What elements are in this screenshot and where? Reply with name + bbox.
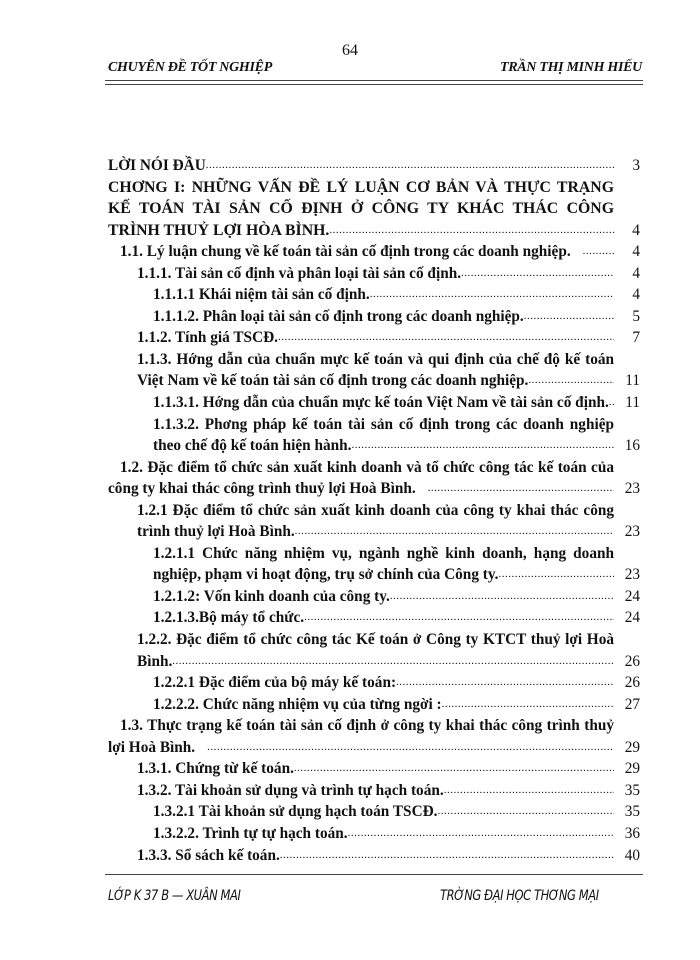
toc-entry-title: 1.2.2.1 Đặc điểm của bộ máy kế toán: .....: [153, 674, 396, 691]
toc-entry-page: 5: [614, 306, 640, 328]
toc-entry[interactable]: [137, 758, 640, 780]
toc-entry[interactable]: [137, 500, 640, 543]
footer-left: LỚP K 37 B — XUÂN MAI: [108, 888, 241, 904]
toc-entry-page: 3: [614, 155, 640, 177]
toc-entry[interactable]: [153, 586, 640, 608]
toc-entry-title: 1.2.1.1 Chức năng nhiệm vụ, ngành nghề kinh doanh, hạng doanh nghiệp, phạm vi hoạt động, trụ sở chính của Công ty. .....: [153, 545, 614, 584]
toc-entry-page: 29: [614, 758, 640, 780]
footer-rule: [105, 874, 643, 875]
toc-entry-page: 16: [614, 435, 640, 457]
toc-entry-page: 35: [614, 801, 640, 823]
toc-entry-title: 1.2.1 Đặc điểm tổ chức sản xuất kinh doanh của công ty khai thác công trình thuỷ lợi Hoà Bình. .....: [137, 502, 614, 541]
toc-entry-page: 23: [614, 564, 640, 586]
toc-entry-title: CHƠNG I: NHỮNG VẤN ĐỀ LÝ LUẬN CƠ BẢN VÀ THỰC TRẠNG KẾ TOÁN TÀI SẢN CỐ ĐỊNH Ở CÔNG TY KHÁC THÁC CÔNG TRÌNH THUỶ LỢI HÒA BÌNH. .....: [108, 179, 614, 239]
toc-entry[interactable]: [153, 694, 640, 716]
toc-entry-page: 11: [614, 392, 640, 414]
toc-entry[interactable]: [137, 349, 640, 392]
toc-entry[interactable]: [108, 457, 640, 500]
toc-entry[interactable]: [153, 284, 640, 306]
toc-entry-page: 36: [614, 823, 640, 845]
toc-entry-page: 4: [614, 284, 640, 306]
toc-entry-title: 1.1.2. Tính giá TSCĐ. .....: [137, 329, 278, 346]
toc-entry-page: 24: [614, 607, 640, 629]
toc-entry[interactable]: [153, 306, 640, 328]
toc-entry-page: 29: [614, 737, 640, 759]
toc-entry-title: 1.1.3.2. Phơng pháp kế toán tài sản cố định trong các doanh nghiệp theo chế độ kế toán hiện hành. .....: [153, 416, 614, 455]
toc-entry[interactable]: [108, 177, 640, 242]
toc-entry-page: 4: [614, 241, 640, 263]
toc-entry-title: 1.3.2. Tài khoản sử dụng và trình tự hạch toán. .....: [137, 782, 444, 799]
toc-entry-title: 1.3.3. Sổ sách kế toán. .....: [137, 847, 280, 864]
toc-entry[interactable]: [108, 715, 640, 758]
toc-entry-title: 1.2.1.3.Bộ máy tổ chức. .....: [153, 609, 304, 626]
toc-entry-title: 1.2.2. Đặc điểm tổ chức công tác Kế toán ở Công ty KTCT thuỷ lợi Hoà Bình. .....: [137, 631, 614, 670]
toc-entry[interactable]: [153, 672, 640, 694]
page-number: 64: [342, 42, 358, 59]
table-of-contents: [108, 155, 640, 866]
toc-entry-page: 23: [614, 521, 640, 543]
toc-entry-title: 1.1.1.2. Phân loại tài sản cố định trong các doanh nghiệp. .....: [153, 308, 524, 325]
toc-entry-page: 24: [614, 586, 640, 608]
toc-entry[interactable]: [153, 607, 640, 629]
toc-entry-title: 1.1.3.1. Hớng dẫn của chuẩn mực kế toán Việt Nam về tài sản cố định. .....: [153, 394, 609, 411]
toc-entry-page: 27: [614, 694, 640, 716]
header-left: CHUYÊN ĐỀ TỐT NGHIỆP: [108, 60, 272, 75]
toc-entry-title: 1.2. Đặc điểm tổ chức sản xuất kinh doanh và tổ chức công tác kế toán của công ty khai thác công trình thuỷ lợi Hoà Bình. .....: [108, 459, 614, 498]
toc-entry[interactable]: [153, 801, 640, 823]
toc-entry-title: 1.1. Lý luận chung về kế toán tài sản cố định trong các doanh nghiệp. .....: [120, 243, 571, 260]
toc-entry[interactable]: [137, 845, 640, 867]
toc-entry[interactable]: [137, 263, 640, 285]
toc-entry-title: 1.3.1. Chứng từ kế toán. .....: [137, 760, 294, 777]
toc-entry-page: 7: [614, 327, 640, 349]
toc-entry-title: 1.1.1. Tài sản cố định và phân loại tài sản cố định. .....: [137, 265, 461, 282]
toc-entry-title: LỜI NÓI ĐẦU .....: [108, 157, 206, 174]
toc-entry[interactable]: [153, 823, 640, 845]
toc-entry-page: 26: [614, 672, 640, 694]
toc-entry-title: 1.3.2.1 Tài khoản sử dụng hạch toán TSCĐ. .....: [153, 803, 438, 820]
toc-entry-page: 26: [614, 651, 640, 673]
toc-entry-page: 35: [614, 780, 640, 802]
header-rule: [105, 80, 643, 85]
toc-entry[interactable]: [137, 780, 640, 802]
toc-entry[interactable]: [108, 241, 640, 263]
toc-entry[interactable]: [137, 629, 640, 672]
toc-entry-title: 1.3.2.2. Trình tự tự hạch toán. .....: [153, 825, 348, 842]
toc-entry-page: 40: [614, 845, 640, 867]
toc-entry[interactable]: [108, 155, 640, 177]
header-right: TRẦN THỊ MINH HIẾU: [499, 60, 642, 75]
toc-entry-title: 1.1.3. Hớng dẫn của chuẩn mực kế toán và qui định của chế độ kế toán Việt Nam về kế toán tài sản cố định trong các doanh nghiệp. .....: [137, 351, 614, 390]
toc-entry-title: 1.3. Thực trạng kế toán tài sản cố định ở công ty khai thác công trình thuỷ lợi Hoà Bình. .....: [108, 717, 614, 756]
toc-entry-page: 4: [614, 220, 640, 242]
toc-entry-title: 1.1.1.1 Khái niệm tài sản cố định. .....: [153, 286, 370, 303]
toc-entry[interactable]: [137, 327, 640, 349]
toc-entry[interactable]: [153, 543, 640, 586]
toc-entry-page: 23: [614, 478, 640, 500]
footer-right: TRỜNG ĐẠI HỌC THƠNG MẠI: [440, 888, 599, 904]
toc-entry[interactable]: [153, 392, 640, 414]
toc-entry-title: 1.2.1.2: Vốn kinh doanh của công ty. .....: [153, 588, 390, 605]
toc-entry-page: 11: [614, 370, 640, 392]
toc-entry-page: 4: [614, 263, 640, 285]
toc-entry-title: 1.2.2.2. Chức năng nhiệm vụ của từng ngời : .....: [153, 696, 442, 713]
toc-entry[interactable]: [153, 414, 640, 457]
